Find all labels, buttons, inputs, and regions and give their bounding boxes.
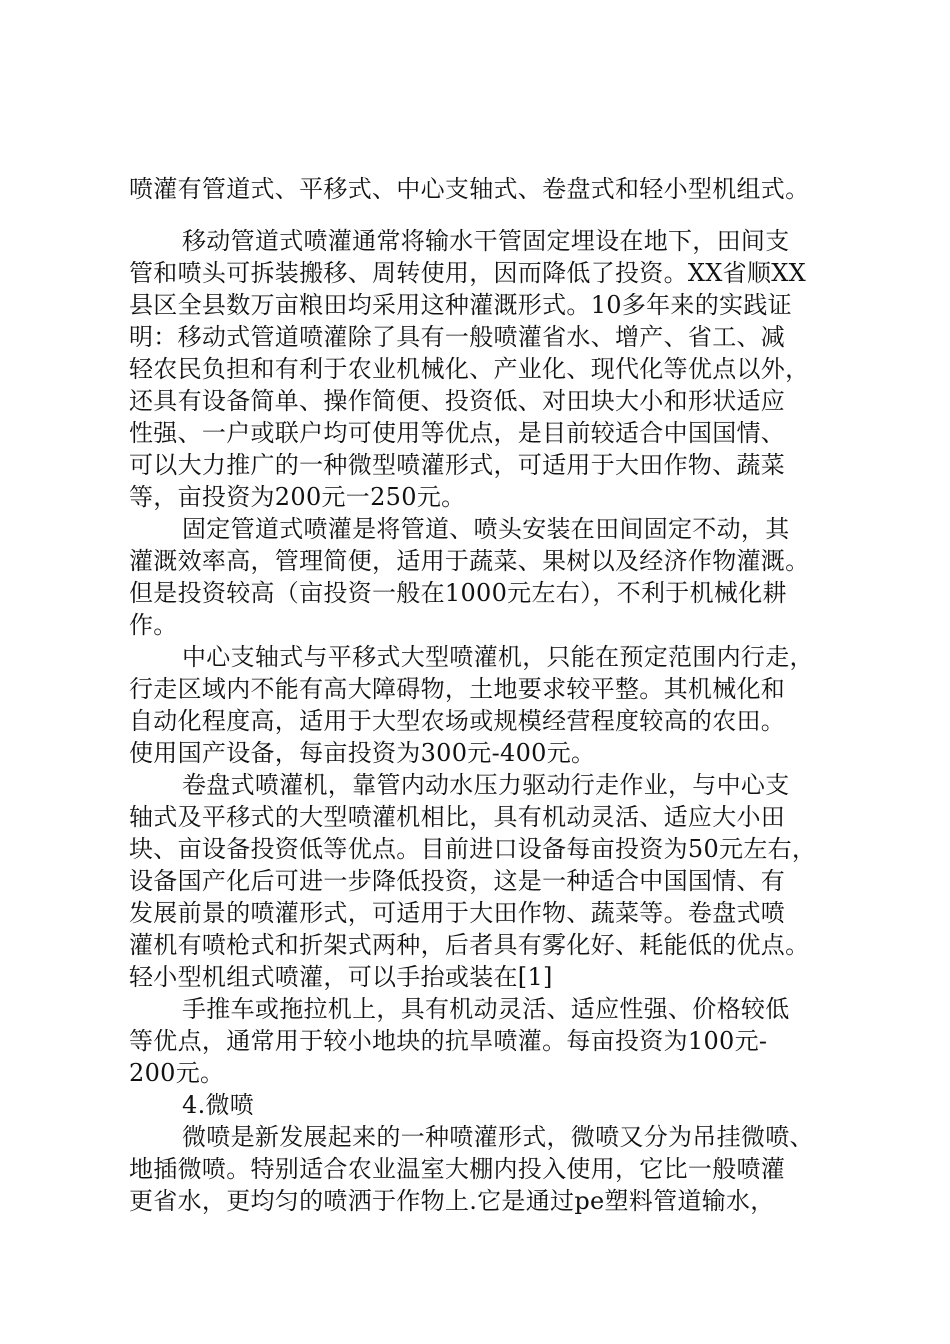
text-line: 更省水，更均匀的喷洒于作物上.它是通过pe塑料管道输水， — [129, 1187, 775, 1215]
section-heading: 4.微喷 — [182, 1091, 255, 1119]
text-line: 卷盘式喷灌机，靠管内动水压力驱动行走作业，与中心支 — [182, 771, 790, 799]
text-line: 200元。 — [129, 1059, 225, 1087]
text-line: 性强、一户或联户均可使用等优点，是目前较适合中国国情、 — [129, 419, 786, 447]
text-line: 县区全县数万亩粮田均采用这种灌溉形式。10多年来的实践证 — [129, 291, 792, 319]
text-line: 灌溉效率高，管理简便，适用于蔬菜、果树以及经济作物灌溉。 — [129, 547, 810, 575]
text-line: 可以大力推广的一种微型喷灌形式，可适用于大田作物、蔬菜 — [129, 451, 786, 479]
text-line: 地插微喷。特别适合农业温室大棚内投入使用，它比一般喷灌 — [129, 1155, 786, 1183]
text-line: 喷灌有管道式、平移式、中心支轴式、卷盘式和轻小型机组式。 — [129, 175, 810, 203]
text-line: 发展前景的喷灌形式，可适用于大田作物、蔬菜等。卷盘式喷 — [129, 899, 786, 927]
text-line: 使用国产设备，每亩投资为300元-400元。 — [129, 739, 596, 767]
text-line: 手推车或拖拉机上，具有机动灵活、适应性强、价格较低 — [182, 995, 790, 1023]
text-line: 微喷是新发展起来的一种喷灌形式，微喷又分为吊挂微喷、 — [182, 1123, 814, 1151]
text-line: 移动管道式喷灌通常将输水干管固定埋设在地下，田间支 — [182, 227, 790, 255]
text-line: 中心支轴式与平移式大型喷灌机，只能在预定范围内行走， — [182, 643, 814, 671]
text-line: 固定管道式喷灌是将管道、喷头安装在田间固定不动，其 — [182, 515, 790, 543]
text-line: 还具有设备简单、操作简便、投资低、对田块大小和形状适应 — [129, 387, 786, 415]
text-line: 行走区域内不能有高大障碍物，土地要求较平整。其机械化和 — [129, 675, 786, 703]
opening-line-block — [129, 173, 825, 205]
text-line: 管和喷头可拆装搬移、周转使用，因而降低了投资。XX省顺XX — [129, 259, 807, 287]
text-line: 等优点，通常用于较小地块的抗旱喷灌。每亩投资为100元- — [129, 1027, 768, 1055]
text-line: 等，亩投资为200元一250元。 — [129, 483, 466, 511]
text-line: 作。 — [129, 611, 178, 639]
text-line: 设备国产化后可进一步降低投资，这是一种适合中国国情、有 — [129, 867, 786, 895]
text-line: 但是投资较高（亩投资一般在1000元左右），不利于机械化耕 — [129, 579, 787, 607]
body-text-block — [129, 225, 825, 1217]
text-line: 轴式及平移式的大型喷灌机相比，具有机动灵活、适应大小田 — [129, 803, 786, 831]
text-line: 轻小型机组式喷灌，可以手抬或装在[1] — [129, 963, 553, 991]
text-line: 灌机有喷枪式和折架式两种，后者具有雾化好、耗能低的优点。 — [129, 931, 810, 959]
text-line: 明：移动式管道喷灌除了具有一般喷灌省水、增产、省工、减 — [129, 323, 786, 351]
text-line: 块、亩设备投资低等优点。目前进口设备每亩投资为50元左右， — [129, 835, 817, 863]
text-line: 轻农民负担和有利于农业机械化、产业化、现代化等优点以外， — [129, 355, 810, 383]
text-line: 自动化程度高，适用于大型农场或规模经营程度较高的农田。 — [129, 707, 786, 735]
